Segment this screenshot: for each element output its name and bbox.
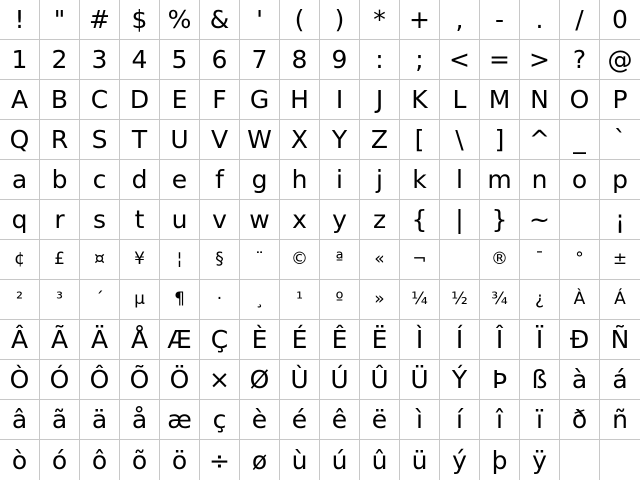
glyph-cell[interactable]: · (200, 280, 240, 320)
glyph-cell[interactable]: ^ (520, 120, 560, 160)
glyph-cell[interactable]: Z (360, 120, 400, 160)
glyph-cell[interactable]: o (560, 160, 600, 200)
glyph-cell[interactable]: Å (120, 320, 160, 360)
glyph-cell[interactable]: ¡ (600, 200, 640, 240)
glyph-cell[interactable]: Ç (200, 320, 240, 360)
glyph-cell[interactable]: ú (320, 440, 360, 480)
glyph-cell[interactable]: % (160, 0, 200, 40)
glyph-cell[interactable]: ] (480, 120, 520, 160)
glyph-cell[interactable]: û (360, 440, 400, 480)
glyph-cell[interactable]: x (280, 200, 320, 240)
glyph-cell[interactable]: q (0, 200, 40, 240)
glyph-cell[interactable]: ¦ (160, 240, 200, 280)
glyph-cell[interactable]: è (240, 400, 280, 440)
glyph-cell[interactable]: ³ (40, 280, 80, 320)
glyph-cell[interactable]: ¤ (80, 240, 120, 280)
glyph-cell[interactable]: K (400, 80, 440, 120)
glyph-cell[interactable]: J (360, 80, 400, 120)
glyph-cell[interactable]: ÷ (200, 440, 240, 480)
glyph-cell[interactable]: P (600, 80, 640, 120)
glyph-cell[interactable]: ´ (80, 280, 120, 320)
glyph-cell[interactable]: f (200, 160, 240, 200)
glyph-cell[interactable]: s (80, 200, 120, 240)
glyph-cell[interactable]: µ (120, 280, 160, 320)
glyph-cell[interactable]: ¥ (120, 240, 160, 280)
glyph-cell[interactable]: } (480, 200, 520, 240)
glyph-cell[interactable]: ë (360, 400, 400, 440)
glyph-cell[interactable]: Þ (480, 360, 520, 400)
glyph-cell[interactable]: ã (40, 400, 80, 440)
glyph-cell[interactable]: ® (480, 240, 520, 280)
glyph-cell[interactable]: k (400, 160, 440, 200)
glyph-cell[interactable]: y (320, 200, 360, 240)
glyph-cell[interactable]: l (440, 160, 480, 200)
glyph-cell[interactable]: S (80, 120, 120, 160)
glyph-cell[interactable]: Á (600, 280, 640, 320)
glyph-cell[interactable]: [ (400, 120, 440, 160)
glyph-cell[interactable]: 3 (80, 40, 120, 80)
glyph-cell[interactable]: r (40, 200, 80, 240)
glyph-cell[interactable]: Ì (400, 320, 440, 360)
glyph-cell[interactable]: Ã (40, 320, 80, 360)
glyph-cell[interactable]: É (280, 320, 320, 360)
glyph-cell[interactable]: u (160, 200, 200, 240)
glyph-cell[interactable]: E (160, 80, 200, 120)
glyph-cell[interactable]: Ô (80, 360, 120, 400)
glyph-cell[interactable]: O (560, 80, 600, 120)
glyph-cell[interactable]: . (520, 0, 560, 40)
glyph-cell[interactable]: + (400, 0, 440, 40)
glyph-cell[interactable]: _ (560, 120, 600, 160)
glyph-cell[interactable]: @ (600, 40, 640, 80)
glyph-cell[interactable]: ¿ (520, 280, 560, 320)
glyph-cell[interactable]: È (240, 320, 280, 360)
glyph-cell[interactable]: B (40, 80, 80, 120)
glyph-cell[interactable]: À (560, 280, 600, 320)
glyph-cell[interactable]: 1 (0, 40, 40, 80)
glyph-cell[interactable]: G (240, 80, 280, 120)
glyph-cell[interactable]: ' (240, 0, 280, 40)
glyph-cell[interactable]: v (200, 200, 240, 240)
glyph-cell[interactable]: 4 (120, 40, 160, 80)
glyph-cell[interactable]: ß (520, 360, 560, 400)
glyph-cell[interactable]: W (240, 120, 280, 160)
glyph-cell[interactable]: ? (560, 40, 600, 80)
glyph-cell[interactable]: § (200, 240, 240, 280)
glyph-cell[interactable]: X (280, 120, 320, 160)
glyph-cell[interactable]: a (0, 160, 40, 200)
glyph-cell[interactable]: ¸ (240, 280, 280, 320)
glyph-cell[interactable]: Ï (520, 320, 560, 360)
glyph-cell[interactable]: Ä (80, 320, 120, 360)
glyph-cell[interactable]: ø (240, 440, 280, 480)
glyph-cell[interactable]: / (560, 0, 600, 40)
glyph-cell[interactable]: à (560, 360, 600, 400)
glyph-cell[interactable]: Õ (120, 360, 160, 400)
glyph-cell[interactable]: © (280, 240, 320, 280)
glyph-cell[interactable]: Ö (160, 360, 200, 400)
glyph-cell[interactable]: \ (440, 120, 480, 160)
glyph-cell[interactable]: U (160, 120, 200, 160)
glyph-cell[interactable]: I (320, 80, 360, 120)
glyph-cell[interactable]: - (480, 0, 520, 40)
glyph-cell[interactable]: ö (160, 440, 200, 480)
glyph-cell[interactable] (600, 440, 640, 480)
glyph-cell[interactable]: é (280, 400, 320, 440)
glyph-cell[interactable]: ç (200, 400, 240, 440)
glyph-cell[interactable]: : (360, 40, 400, 80)
glyph-cell[interactable]: ä (80, 400, 120, 440)
glyph-cell[interactable]: n (520, 160, 560, 200)
glyph-cell[interactable]: p (600, 160, 640, 200)
glyph-cell[interactable]: ÿ (520, 440, 560, 480)
glyph-cell[interactable]: i (320, 160, 360, 200)
glyph-cell[interactable]: L (440, 80, 480, 120)
glyph-cell[interactable]: > (520, 40, 560, 80)
glyph-cell[interactable]: 5 (160, 40, 200, 80)
glyph-cell[interactable]: m (480, 160, 520, 200)
glyph-cell[interactable]: D (120, 80, 160, 120)
glyph-cell[interactable]: h (280, 160, 320, 200)
glyph-cell[interactable] (560, 440, 600, 480)
glyph-cell[interactable]: M (480, 80, 520, 120)
glyph-cell[interactable]: ê (320, 400, 360, 440)
glyph-cell[interactable]: A (0, 80, 40, 120)
glyph-cell[interactable]: 6 (200, 40, 240, 80)
glyph-cell[interactable]: õ (120, 440, 160, 480)
glyph-cell[interactable]: Û (360, 360, 400, 400)
glyph-cell[interactable]: c (80, 160, 120, 200)
glyph-cell[interactable]: e (160, 160, 200, 200)
glyph-cell[interactable]: Ê (320, 320, 360, 360)
glyph-cell[interactable]: { (400, 200, 440, 240)
glyph-cell[interactable]: ¬ (400, 240, 440, 280)
glyph-cell[interactable]: ¶ (160, 280, 200, 320)
glyph-cell[interactable]: ù (280, 440, 320, 480)
glyph-cell[interactable]: ` (600, 120, 640, 160)
glyph-cell[interactable]: | (440, 200, 480, 240)
glyph-cell[interactable]: ) (320, 0, 360, 40)
glyph-cell[interactable]: Ë (360, 320, 400, 360)
glyph-cell[interactable]: ó (40, 440, 80, 480)
glyph-cell[interactable]: Q (0, 120, 40, 160)
glyph-cell[interactable]: Ý (440, 360, 480, 400)
glyph-cell[interactable]: ~ (520, 200, 560, 240)
glyph-cell[interactable]: ý (440, 440, 480, 480)
glyph-cell[interactable]: Í (440, 320, 480, 360)
glyph-cell[interactable]: ( (280, 0, 320, 40)
glyph-cell[interactable]: º (320, 280, 360, 320)
glyph-cell[interactable]: þ (480, 440, 520, 480)
glyph-cell[interactable]: ð (560, 400, 600, 440)
glyph-cell[interactable]: â (0, 400, 40, 440)
glyph-cell[interactable]: ½ (440, 280, 480, 320)
glyph-cell[interactable] (440, 240, 480, 280)
glyph-cell[interactable]: ¹ (280, 280, 320, 320)
glyph-cell[interactable]: 8 (280, 40, 320, 80)
glyph-cell[interactable]: ² (0, 280, 40, 320)
glyph-cell[interactable]: Â (0, 320, 40, 360)
glyph-cell[interactable]: g (240, 160, 280, 200)
glyph-cell[interactable]: F (200, 80, 240, 120)
glyph-cell[interactable]: ò (0, 440, 40, 480)
glyph-cell[interactable]: å (120, 400, 160, 440)
glyph-cell[interactable]: Ù (280, 360, 320, 400)
glyph-cell[interactable]: Æ (160, 320, 200, 360)
glyph-cell[interactable]: = (480, 40, 520, 80)
glyph-cell[interactable]: « (360, 240, 400, 280)
glyph-cell[interactable]: * (360, 0, 400, 40)
glyph-cell[interactable]: ï (520, 400, 560, 440)
glyph-cell[interactable]: æ (160, 400, 200, 440)
glyph-cell[interactable]: Y (320, 120, 360, 160)
glyph-cell[interactable]: d (120, 160, 160, 200)
glyph-cell[interactable]: ° (560, 240, 600, 280)
glyph-cell[interactable]: < (440, 40, 480, 80)
glyph-cell[interactable]: Ò (0, 360, 40, 400)
glyph-cell[interactable]: ª (320, 240, 360, 280)
glyph-cell[interactable]: ñ (600, 400, 640, 440)
glyph-cell[interactable]: × (200, 360, 240, 400)
glyph-cell[interactable]: 0 (600, 0, 640, 40)
glyph-cell[interactable]: ü (400, 440, 440, 480)
glyph-cell[interactable]: $ (120, 0, 160, 40)
glyph-cell[interactable]: & (200, 0, 240, 40)
glyph-cell[interactable]: " (40, 0, 80, 40)
glyph-cell[interactable]: £ (40, 240, 80, 280)
glyph-cell[interactable] (560, 200, 600, 240)
glyph-cell[interactable]: 7 (240, 40, 280, 80)
glyph-cell[interactable]: ; (400, 40, 440, 80)
glyph-cell[interactable]: ¾ (480, 280, 520, 320)
glyph-cell[interactable]: ± (600, 240, 640, 280)
glyph-cell[interactable]: T (120, 120, 160, 160)
glyph-cell[interactable]: ¯ (520, 240, 560, 280)
glyph-cell[interactable]: H (280, 80, 320, 120)
glyph-cell[interactable]: ! (0, 0, 40, 40)
glyph-cell[interactable]: V (200, 120, 240, 160)
glyph-cell[interactable]: t (120, 200, 160, 240)
glyph-cell[interactable]: Ð (560, 320, 600, 360)
glyph-cell[interactable]: , (440, 0, 480, 40)
glyph-cell[interactable]: R (40, 120, 80, 160)
glyph-cell[interactable]: z (360, 200, 400, 240)
glyph-cell[interactable]: ì (400, 400, 440, 440)
glyph-cell[interactable]: # (80, 0, 120, 40)
glyph-cell[interactable]: ¼ (400, 280, 440, 320)
glyph-cell[interactable]: » (360, 280, 400, 320)
glyph-cell[interactable]: 9 (320, 40, 360, 80)
glyph-cell[interactable]: î (480, 400, 520, 440)
glyph-cell[interactable]: ¢ (0, 240, 40, 280)
glyph-cell[interactable]: á (600, 360, 640, 400)
glyph-cell[interactable]: ¨ (240, 240, 280, 280)
glyph-cell[interactable]: ô (80, 440, 120, 480)
glyph-cell[interactable]: Î (480, 320, 520, 360)
glyph-cell[interactable]: j (360, 160, 400, 200)
glyph-cell[interactable]: b (40, 160, 80, 200)
glyph-cell[interactable]: Ñ (600, 320, 640, 360)
glyph-cell[interactable]: Ú (320, 360, 360, 400)
glyph-cell[interactable]: í (440, 400, 480, 440)
glyph-cell[interactable]: Ø (240, 360, 280, 400)
glyph-cell[interactable]: w (240, 200, 280, 240)
glyph-cell[interactable]: N (520, 80, 560, 120)
glyph-cell[interactable]: Ü (400, 360, 440, 400)
glyph-cell[interactable]: Ó (40, 360, 80, 400)
glyph-cell[interactable]: 2 (40, 40, 80, 80)
glyph-cell[interactable]: C (80, 80, 120, 120)
